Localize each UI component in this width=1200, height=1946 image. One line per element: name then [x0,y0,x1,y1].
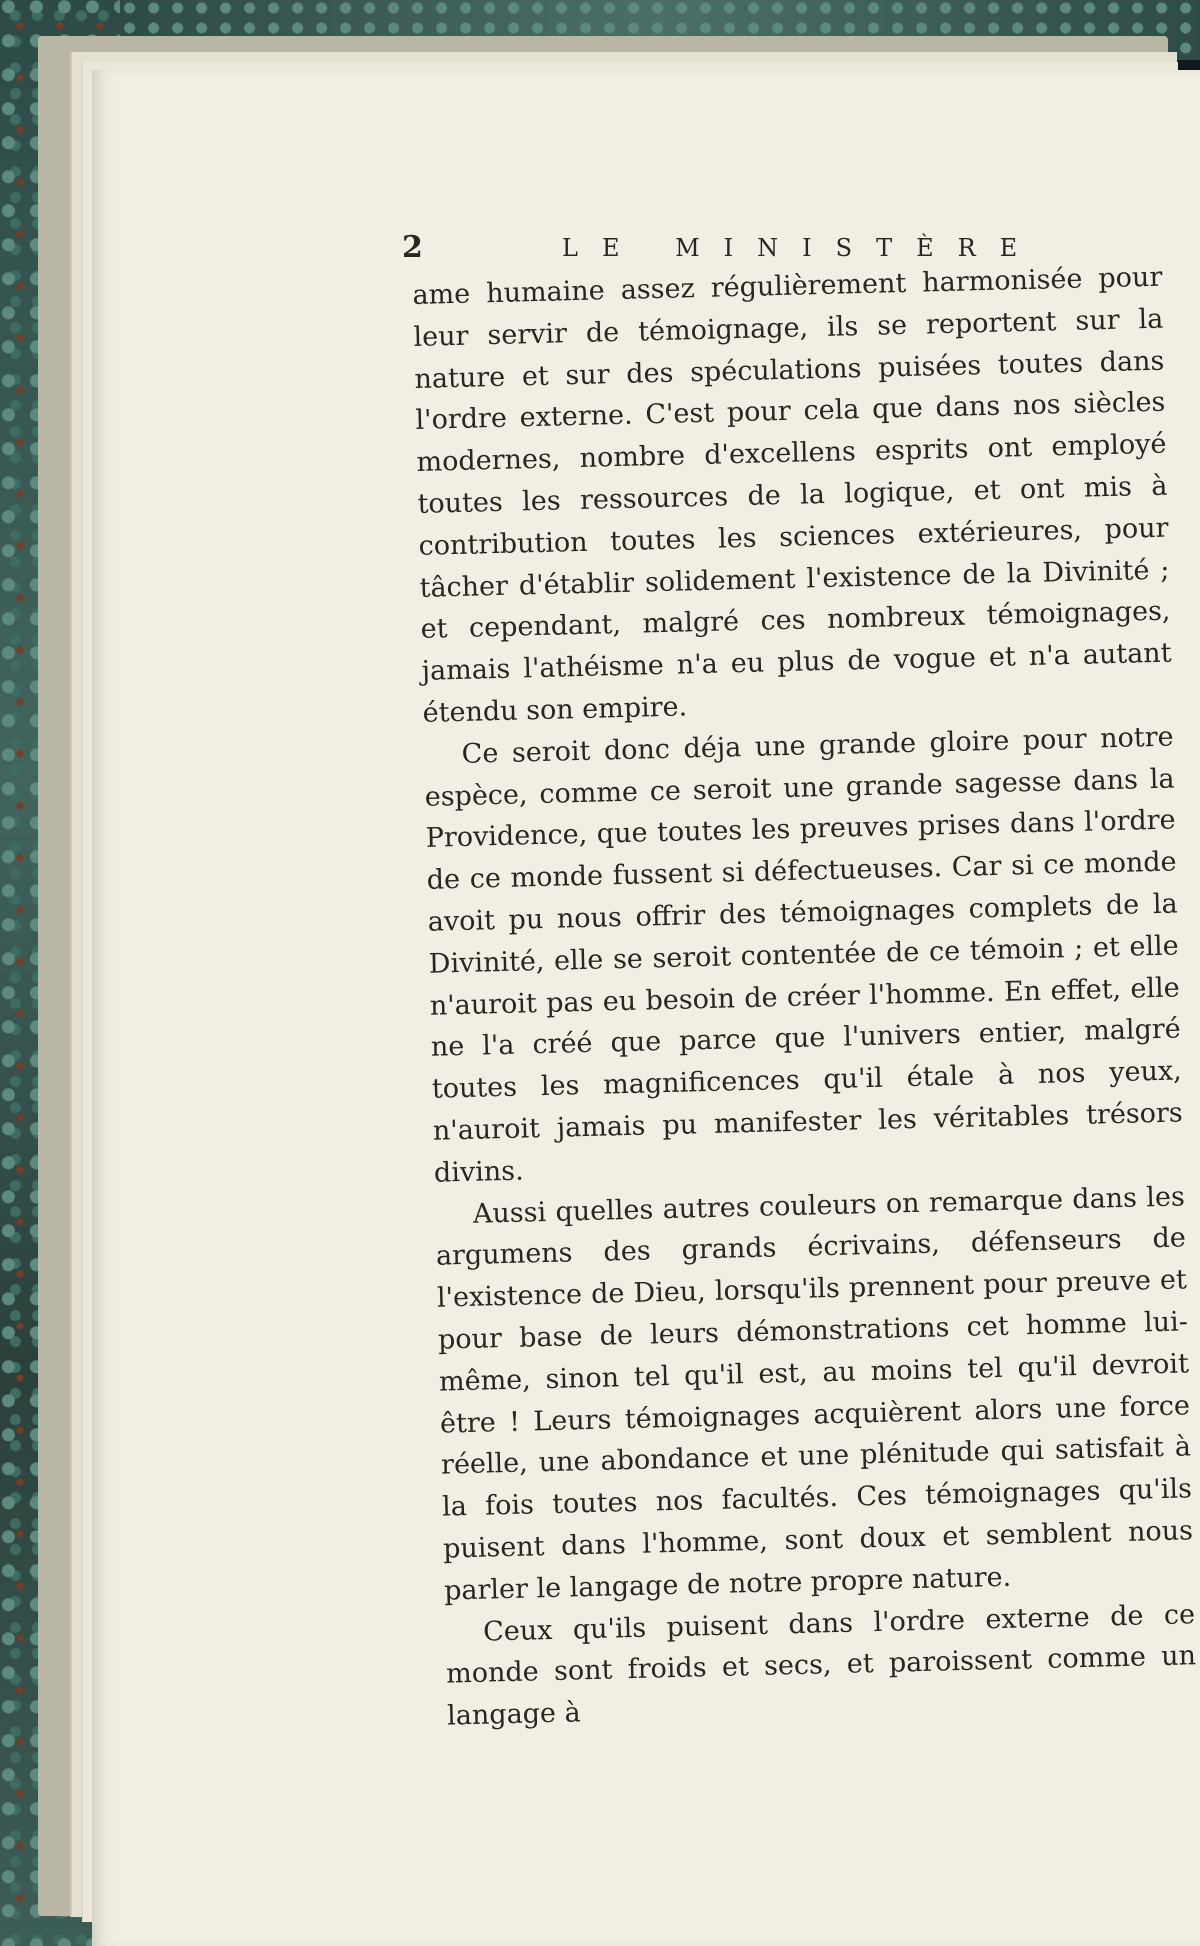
paragraph: ame humaine assez régulièrement harmonisée pour leur servir de témoignage, ils se reportent sur la nature et sur des spéculations puisées toutes dans l'ordre externe. C'est pour cela que dans nos siècles modernes, nombre d'excellens esprits ont employé toutes les ressources de la logique, et ont mis à contribution toutes les sciences extérieures, pour tâcher d'établir solidement l'existence de la Divinité ; et cependant, malgré ces nombreux témoignages, jamais l'athéisme n'a eu plus de vogue et n'a autant étendu son empire. [412,261,1172,729]
running-title: LE MINISTÈRE [562,234,1042,262]
paragraph: Ce seroit donc déja une grande gloire pour notre espèce, comme ce seroit une grande sagesse dans la Providence, que toutes les preuves prises dans l'ordre de ce monde fussent si défectueuses. Car si ce monde avoit pu nous offrir des témoignages complets de la Divinité, elle se seroit contentée de ce témoin ; et elle n'auroit pas eu besoin de créer l'homme. En effet, elle ne l'a créé que parce que l'univers entier, malgré toutes les magnificences qu'il étale à nos yeux, n'auroit jamais pu manifester les véritables trésors divins. [424,721,1184,1189]
body-text [412,257,1198,1738]
page-number: 2 [402,230,423,265]
paragraph: Ceux qu'ils puisent dans l'ordre externe de ce monde sont froids et secs, et paroissent comme un langage à [445,1598,1197,1732]
paragraph: Aussi quelles autres couleurs on remarque dans les argumens des grands écrivains, défenseurs de l'existence de Dieu, lorsqu'ils prennent pour preuve et pour base de leurs démonstrations cet homme lui-même, sinon tel qu'il est, au moins tel qu'il devroit être ! Leurs témoignages acquièrent alors une force réelle, une abondance et une plénitude qui satisfait à la fois toutes nos facultés. Ces témoignages qu'ils puisent dans l'homme, sont doux et semblent nous parler le langage de notre propre nature. [435,1180,1194,1607]
